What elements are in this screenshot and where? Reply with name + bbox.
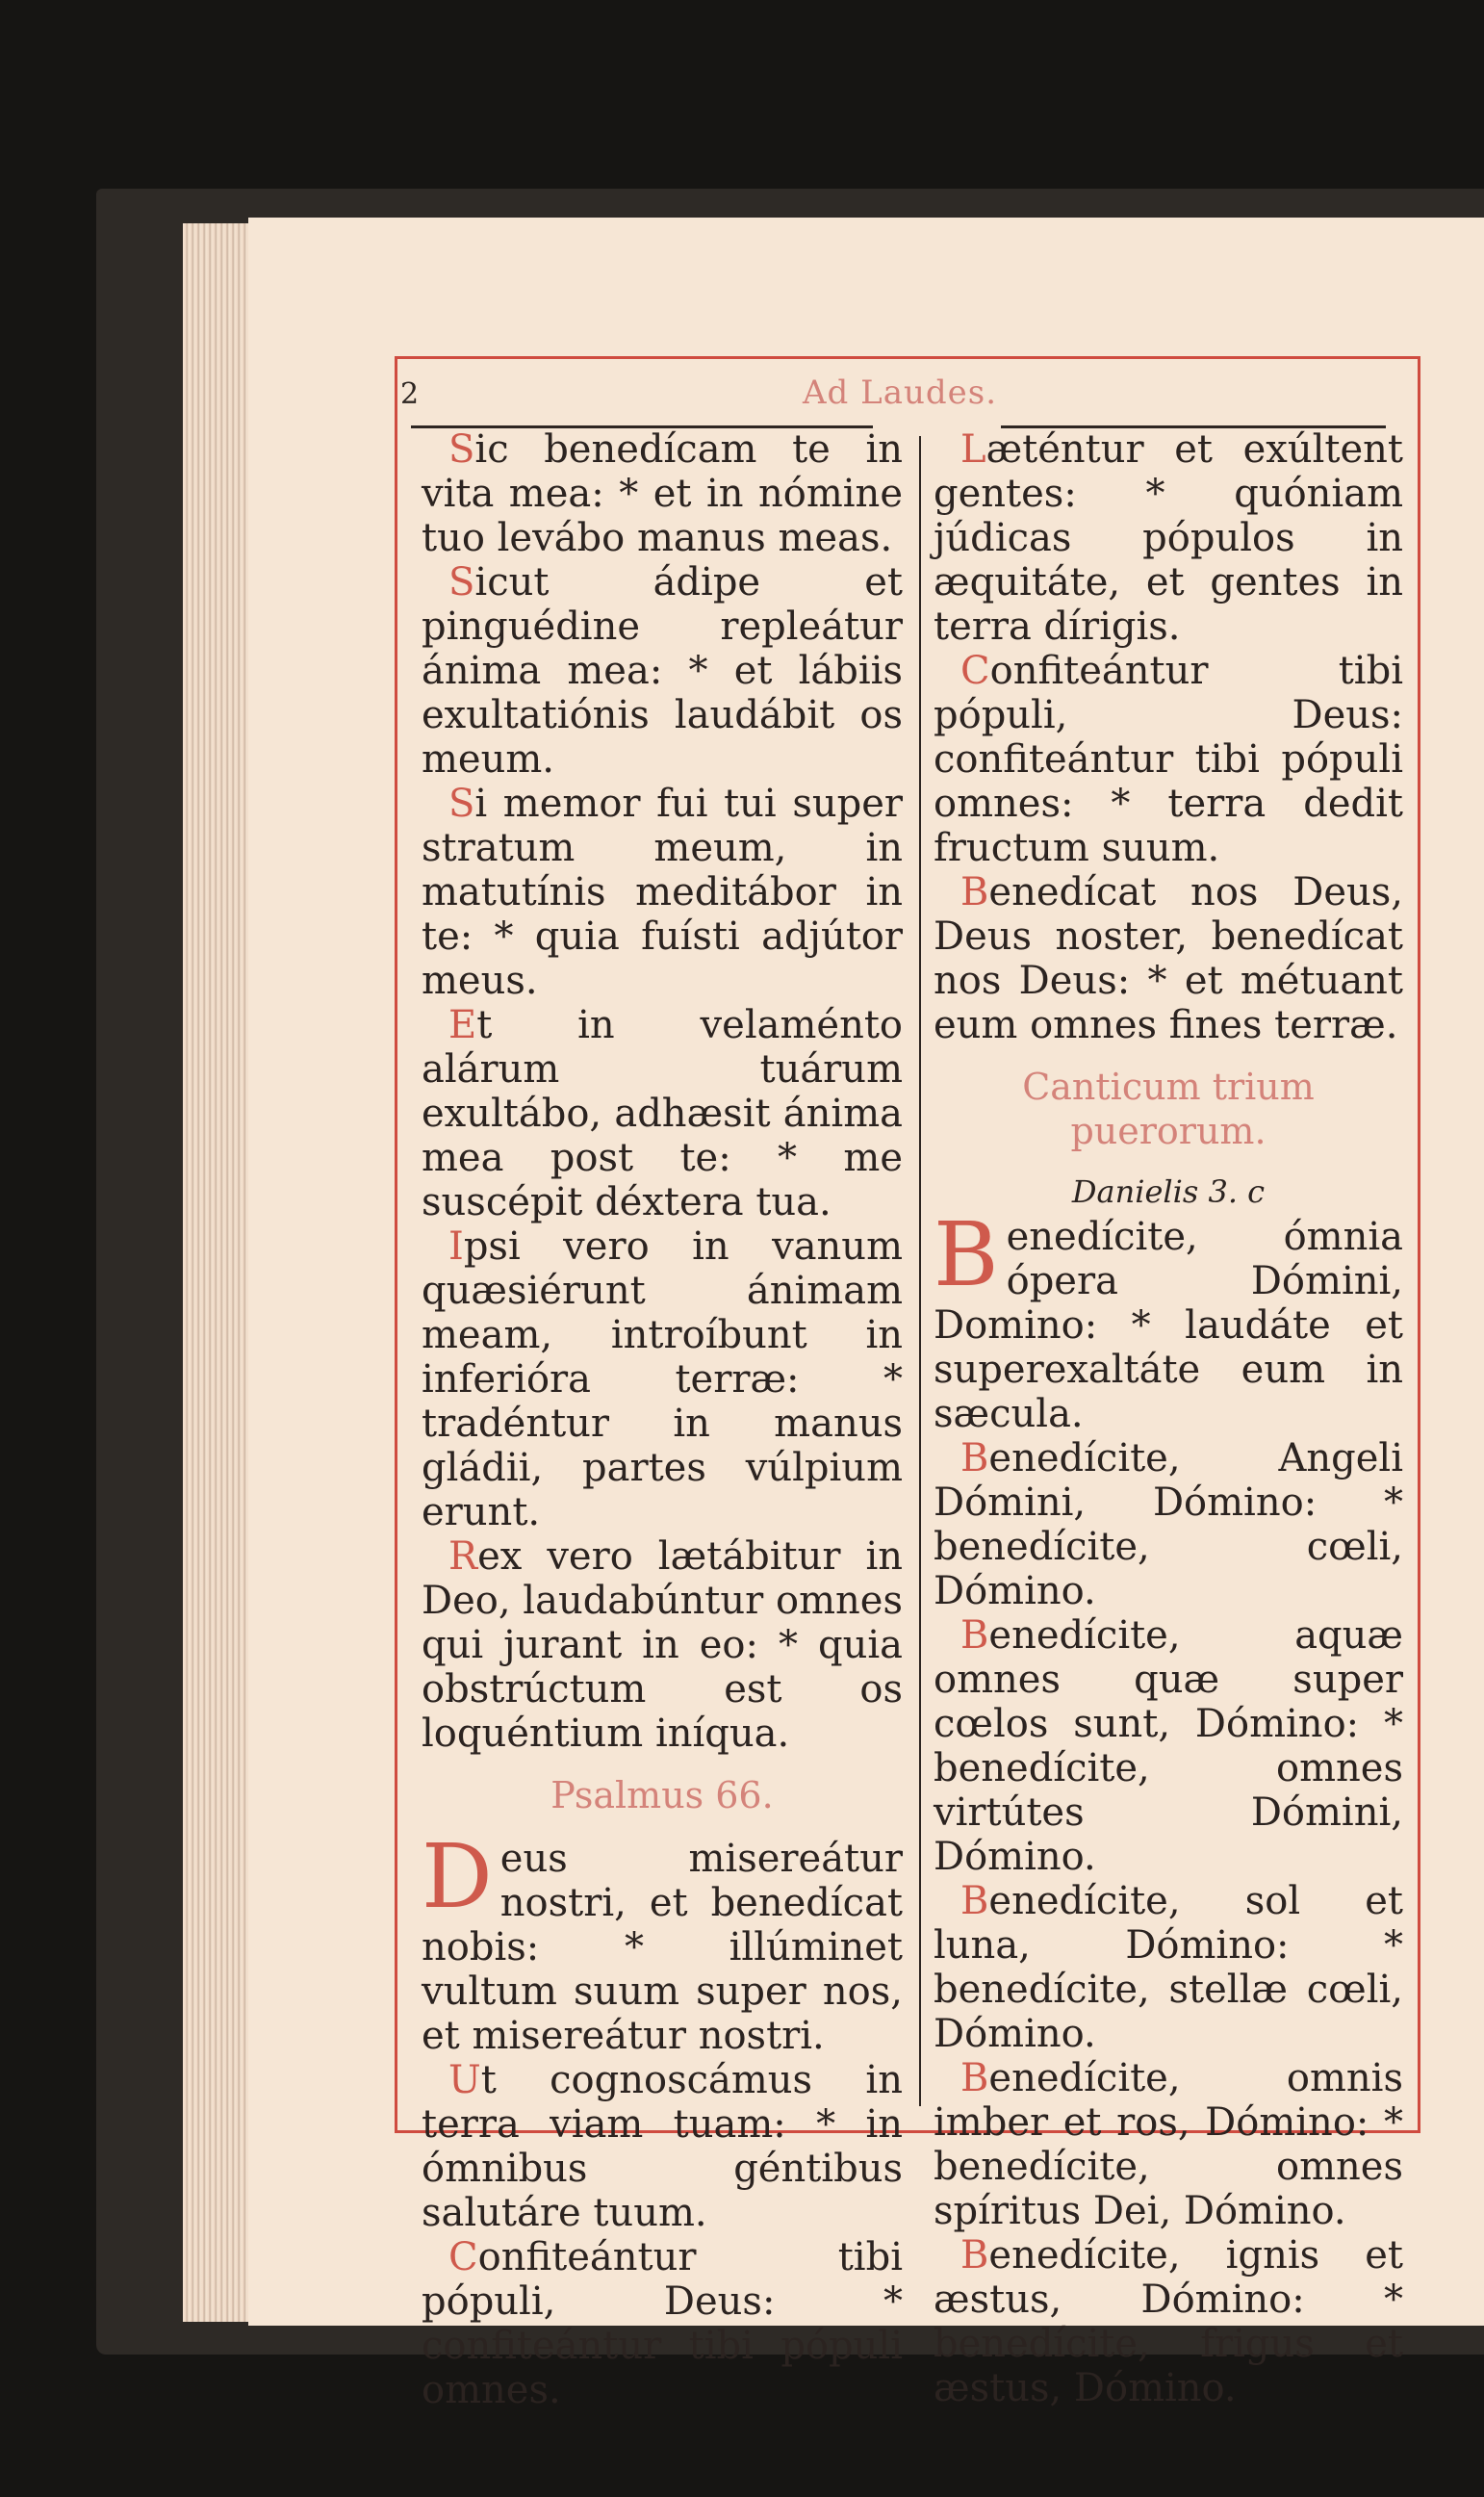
verse-text: enedícat nos Deus, Deus noster, benedícat nos Deus: * et métuant eum omnes fines terræ. — [934, 870, 1403, 1047]
verse-text: ex vero lætábitur in Deo, laudabúntur omnes qui jurant in eo: * quia obstrúctum est os loquéntium iníqua. — [422, 1534, 903, 1756]
verse-text: eus misereátur nostri, et benedícat nobis: * illúminet vultum suum super nos, et misereátur nostri. — [422, 1837, 903, 2058]
verse — [422, 2058, 903, 2235]
psalm-first-verse — [422, 1825, 903, 2058]
canticle-heading: Canticum trium puerorum. — [1022, 1066, 1315, 1152]
page-edges — [183, 223, 250, 2322]
drop-cap-initial: D — [422, 1825, 493, 1928]
verse-text: enedícite, omnis imber et ros, Dómino: * benedícite, omnes spíritus Dei, Dómino. — [934, 2056, 1403, 2233]
verse — [934, 427, 1403, 649]
drop-cap-initial: B — [934, 1203, 999, 1306]
verse-text: enedícite, ignis et æstus, Dómino: * benedícite, frigus et æstus, Dómino. — [934, 2233, 1403, 2410]
verse-text: æténtur et exúltent gentes: * quóniam júdicas pópulos in æquitáte, et gentes in terra dírigis. — [934, 427, 1403, 649]
verse-text: icut ádipe et pinguédine repleátur ánima mea: * et lábiis exultatiónis laudábit os meum. — [422, 560, 903, 782]
verse-text: enedícite, sol et luna, Dómino: * benedícite, stellæ cœli, Dómino. — [934, 1879, 1403, 2056]
verse — [934, 2056, 1403, 2233]
column-divider — [919, 436, 921, 2106]
red-initial: B — [960, 1436, 989, 1480]
verse — [934, 2233, 1403, 2410]
red-initial: R — [448, 1534, 478, 1579]
verse — [934, 870, 1403, 1047]
left-column — [422, 427, 903, 2412]
canticle-first-verse — [934, 1203, 1403, 1436]
verse — [422, 1224, 903, 1534]
red-initial: S — [448, 427, 475, 472]
red-initial: S — [448, 782, 475, 826]
psalm-heading: Psalmus 66. — [550, 1774, 774, 1816]
red-initial: C — [960, 649, 990, 693]
verse-text: enedícite, aquæ omnes quæ super cœlos sunt, Dómino: * benedícite, omnes virtútes Dómini, Dómino. — [934, 1613, 1403, 1879]
verse-text: onfiteántur tibi pópuli, Deus: confiteántur tibi pópuli omnes: * terra dedit fructum suum. — [934, 649, 1403, 870]
verse — [934, 1436, 1403, 1613]
verse — [934, 1613, 1403, 1879]
red-initial: I — [448, 1224, 464, 1269]
running-head: Ad Laudes. — [803, 373, 998, 412]
red-initial: L — [960, 427, 986, 472]
left-verses-a — [422, 427, 903, 1756]
red-initial: B — [960, 2233, 989, 2278]
right-verses-a — [934, 427, 1403, 1047]
red-initial: E — [448, 1003, 477, 1047]
verse-text: enedícite, ómnia ópera Dómini, Domino: * laudáte et superexaltáte eum in sæcula. — [934, 1215, 1403, 1436]
canticle-source: Danielis 3. c — [1071, 1173, 1266, 1210]
verse-text: enedícite, Angeli Dómini, Dómino: * benedícite, cœli, Dómino. — [934, 1436, 1403, 1613]
verse-text: ic benedícam te in vita mea: * et in nómine tuo levábo manus meas. — [422, 427, 903, 560]
verse-text: onfiteántur tibi pópuli, Deus: * confiteántur tibi pópuli omnes. — [422, 2235, 903, 2412]
verse — [422, 1534, 903, 1756]
verse — [422, 2235, 903, 2412]
red-initial: B — [960, 1879, 989, 1923]
verse-text: i memor fui tui super stratum meum, in matutínis meditábor in te: * quia fuísti adjútor meus. — [422, 782, 903, 1003]
left-verses-b — [422, 2058, 903, 2412]
right-column — [934, 427, 1403, 2410]
red-initial: C — [448, 2235, 478, 2279]
red-initial: B — [960, 1613, 989, 1658]
red-initial: B — [960, 870, 989, 914]
verse — [934, 1879, 1403, 2056]
verse — [422, 427, 903, 560]
red-initial: S — [448, 560, 475, 605]
page-number: 2 — [400, 377, 420, 411]
verse — [422, 1003, 903, 1224]
right-verses-b — [934, 1436, 1403, 2410]
verse-text: psi vero in vanum quæsiérunt ánimam meam, introíbunt in inferióra terræ: * tradéntur in manus gládii, partes vúlpium erunt. — [422, 1224, 903, 1534]
verse-text: t in velaménto alárum tuárum exultábo, adhæsit ánima mea post te: * me suscépit déxtera tua. — [422, 1003, 903, 1224]
red-initial: U — [448, 2058, 481, 2102]
verse — [422, 782, 903, 1003]
verse — [934, 649, 1403, 870]
red-initial: B — [960, 2056, 989, 2100]
verse-text: t cognoscámus in terra viam tuam: * in ómnibus géntibus salutáre tuum. — [422, 2058, 903, 2235]
verse — [422, 560, 903, 782]
